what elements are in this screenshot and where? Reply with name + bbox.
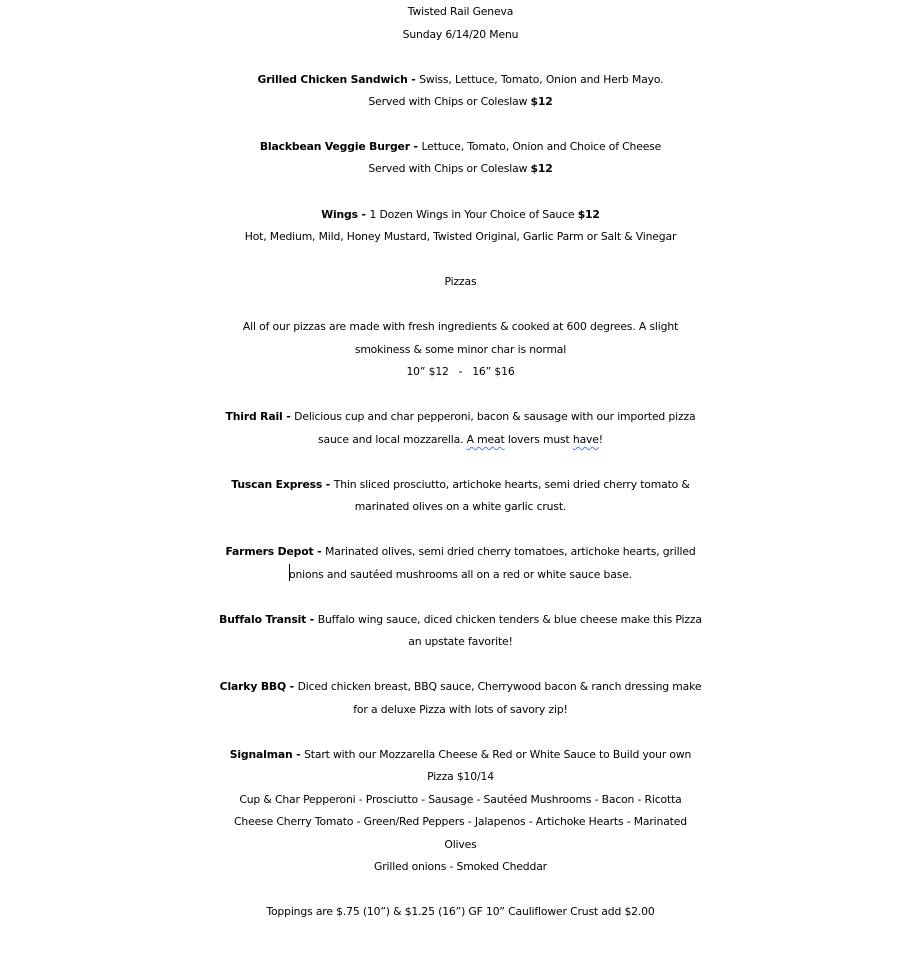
item-separator: -	[322, 478, 334, 491]
tuscan-express-line2: marinated olives on a white garlic crust.	[354, 500, 567, 513]
pizzas-heading: Pizzas	[444, 275, 477, 288]
item-description: lovers must	[504, 433, 573, 446]
item-description: Marinated olives, semi dried cherry tomatoes, artichoke hearts, grilled	[325, 545, 696, 558]
item-separator: -	[286, 680, 298, 693]
buffalo-transit-item	[0, 609, 911, 631]
signalman-line2: Pizza $10/14	[427, 770, 494, 783]
item-name: Farmers Depot	[225, 545, 314, 558]
item-separator: -	[282, 410, 295, 423]
item-description: Lettuce, Tomato, Onion and Choice of Cheese	[421, 140, 662, 153]
item-separator: -	[306, 613, 318, 626]
restaurant-name: Twisted Rail Geneva	[407, 5, 514, 18]
third-rail-item	[0, 406, 911, 428]
item-name: Buffalo Transit	[219, 613, 307, 626]
item-name: Grilled Chicken Sandwich	[257, 73, 408, 86]
item-separator: -	[407, 73, 420, 86]
item-description: Swiss, Lettuce, Tomato, Onion and Herb Mayo.	[419, 73, 664, 86]
item-description: Delicious cup and char pepperoni, bacon & sausage with our imported pizza	[294, 410, 696, 423]
clarky-bbq-item	[0, 676, 911, 698]
veggie-burger-item	[0, 136, 911, 158]
item-separator: -	[313, 545, 326, 558]
item-description: 1 Dozen Wings in Your Choice of Sauce	[369, 208, 578, 221]
item-description: sauce and local mozzarella.	[318, 433, 467, 446]
item-price: $12	[577, 208, 600, 221]
veggie-burger-sides	[0, 158, 911, 180]
wings-sauces: Hot, Medium, Mild, Honey Mustard, Twisted Original, Garlic Parm or Salt & Vinegar	[244, 230, 677, 243]
menu-date: Sunday 6/14/20 Menu	[402, 28, 519, 41]
farmers-depot-item	[0, 541, 911, 563]
chicken-sandwich-sides	[0, 91, 911, 113]
signalman-item	[0, 744, 911, 766]
pizza-sizes: 10” $12 - 16” $16	[406, 365, 515, 378]
item-separator: -	[357, 208, 370, 221]
item-name: Third Rail	[225, 410, 283, 423]
toppings-pricing-note: Toppings are $.75 (10”) & $1.25 (16”) GF 10” Cauliflower Crust add $2.00	[266, 905, 655, 918]
pizzas-intro-line2: smokiness & some minor char is normal	[354, 343, 567, 356]
item-sides: Served with Chips or Coleslaw	[368, 162, 531, 175]
pizzas-intro-line1: All of our pizzas are made with fresh ingredients & cooked at 600 degrees. A slight	[242, 320, 679, 333]
item-name: Clarky BBQ	[219, 680, 287, 693]
item-price: $12	[530, 95, 553, 108]
third-rail-line2	[0, 429, 911, 451]
item-name: Signalman	[229, 748, 293, 761]
buffalo-transit-line2: an upstate favorite!	[408, 635, 513, 648]
item-description: !	[598, 433, 603, 446]
signalman-toppings-line3: Olives	[444, 838, 477, 851]
item-description: Start with our Mozzarella Cheese & Red or White Sauce to Build your own	[304, 748, 692, 761]
item-name: Blackbean Veggie Burger	[259, 140, 410, 153]
signalman-toppings-line2: Cheese Cherry Tomato - Green/Red Peppers - Jalapenos - Artichoke Hearts - Marinated	[234, 815, 687, 828]
item-description: onions and sautéed mushrooms all on a red or white sauce base.	[289, 568, 632, 581]
signalman-toppings-line4: Grilled onions - Smoked Cheddar	[374, 860, 547, 873]
signalman-toppings-line1: Cup & Char Pepperoni - Prosciutto - Sausage - Sautéed Mushrooms - Bacon - Ricotta	[239, 793, 682, 806]
item-description: Thin sliced prosciutto, artichoke hearts, semi dried cherry tomato &	[333, 478, 690, 491]
item-name: Wings	[321, 208, 358, 221]
item-name: Tuscan Express	[231, 478, 323, 491]
chicken-sandwich-item	[0, 69, 911, 91]
farmers-depot-line2[interactable]	[0, 564, 911, 586]
item-sides: Served with Chips or Coleslaw	[368, 95, 531, 108]
clarky-bbq-line2: for a deluxe Pizza with lots of savory zip!	[353, 703, 568, 716]
spellcheck-marked-text: A meat	[466, 433, 505, 446]
spellcheck-marked-text: have	[572, 433, 599, 446]
item-price: $12	[530, 162, 553, 175]
item-description: Buffalo wing sauce, diced chicken tenders & blue cheese make this Pizza	[317, 613, 702, 626]
item-separator: -	[292, 748, 305, 761]
item-separator: -	[409, 140, 422, 153]
item-description: Diced chicken breast, BBQ sauce, Cherrywood bacon & ranch dressing make	[297, 680, 702, 693]
tuscan-express-item	[0, 474, 911, 496]
wings-item	[0, 204, 911, 226]
